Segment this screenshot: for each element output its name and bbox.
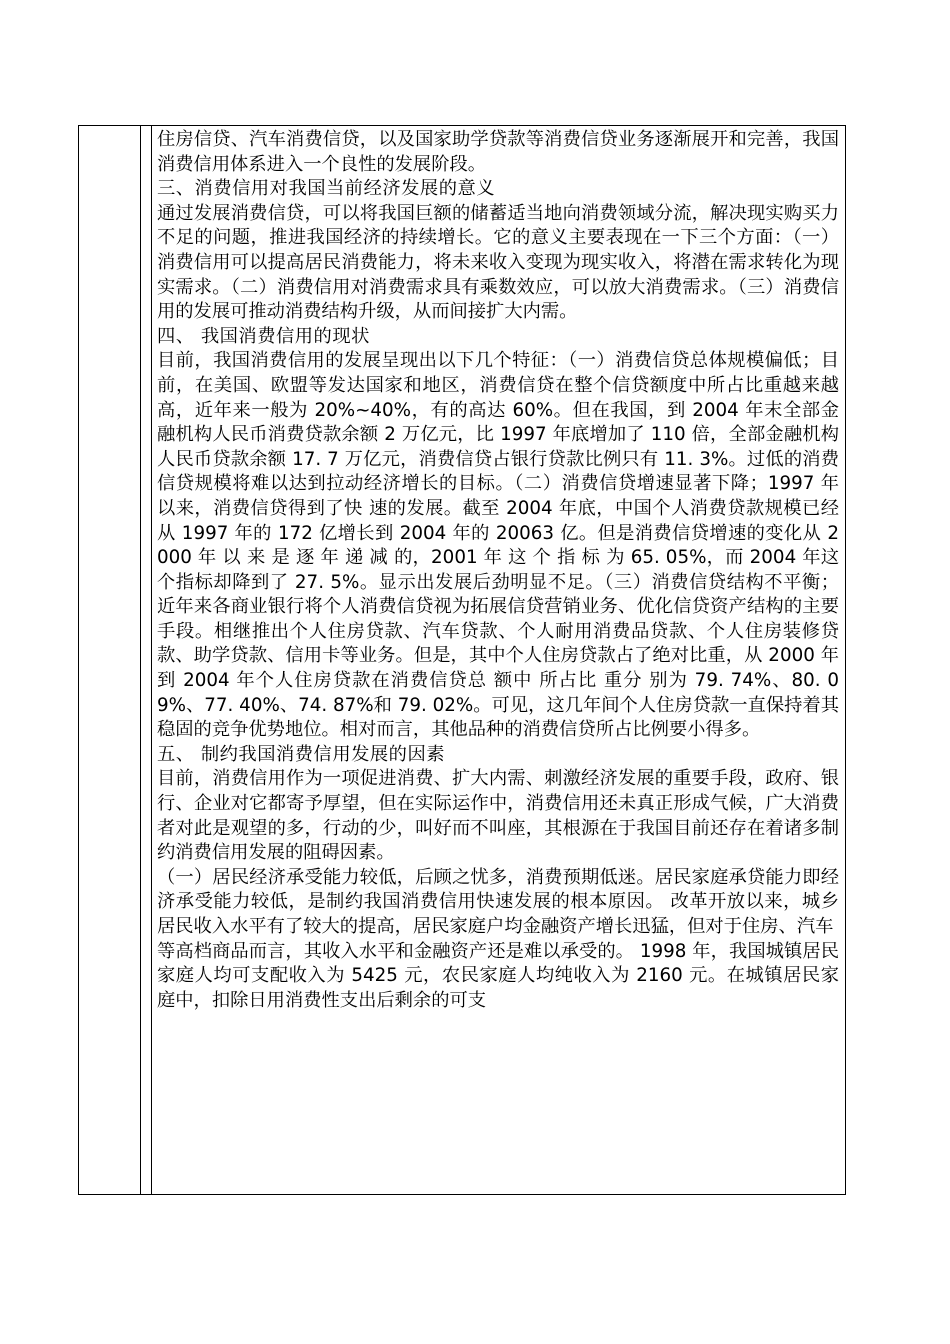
- paragraph: 等高档商品而言，其收入水平和金融资产还是难以承受的。 1998 年，我国城镇居民家庭人均可支配收入为 5425 元，农民家庭人均纯收入为 2160 元。在城镇居民家庭中，扣除日用消费性支出后剩余的可支: [157, 940, 839, 1011]
- table-content-cell: [157, 128, 839, 1013]
- section-heading: 三、消费信用对我国当前经济发展的意义: [157, 178, 496, 200]
- paragraph: 目前，我国消费信用的发展呈现出以下几个特征：（一）消费信贷总体规模偏低；目前，在美国、欧盟等发达国家和地区，消费信贷在整个信贷额度中所占比重越来越高，近年来一般为 20%~40%，有的高达 60%。但在我国，到 2004 年末全部金融机构人民币消费贷款余额 2 万亿元，比 1997 年底增加了 110 倍，全部金融机构人民币贷款余额 17. 7 万亿元，消费信贷占银行贷款比例只有 11. 3%。过低的消费信贷规模将难以达到拉动经济增长的目标。（二）消费信贷增速显著下降；1997 年以来，消费信贷得到了快 速的发展。截至 2004 年底，中国个人消费贷款规模已经从 1997 年的 172 亿增长到 2004 年的 20063 亿。但是消费信贷增速的变化从 2000 年 以 来 是 逐 年 递 减 的，2001 年 这 个 指 标 为 65. 05%，而 2004 年这个指标却降到了 27. 5%。显示出发展后劲明显不足。（三）消费信贷结构不平衡；近年来各商业银行将个人消费信贷视为拓展信贷营销业务、优化信贷资产结构的主要手段。相继推出个人住房贷款、汽车贷款、个人耐用消费品贷款、个人住房装修贷款、助学贷款、信用卡等业务。但是，其中个人住房贷款占了绝对比重，从 2000 年到 2004 年个人住房贷款在消费信贷总 额中 所占比 重分 别为 79. 74%、80. 09%、77. 40%、74. 87%和 79. 02%。可见，这几年间个人住房贷款一直保持着其稳固的竞争优势地位。相对而言，其他品种的消费信贷所占比例要小得多。: [157, 350, 839, 741]
- form-table: [78, 125, 846, 1195]
- table-column-divider: [151, 126, 152, 1194]
- paragraph: 通过发展消费信贷，可以将我国巨额的储蓄适当地向消费领域分流，解决现实购买力不足的问题，推进我国经济的持续增长。它的意义主要表现在一下三个方面：（一）消费信用可以提高居民消费能力，将未来收入变现为现实收入，将潜在需求转化为现实需求。（二）消费信用对消费需求具有乘数效应，可以放大消费需求。（三）消费信用的发展可推动消费结构升级，从而间接扩大内需。: [157, 202, 839, 323]
- paragraph: （一）居民经济承受能力较低，后顾之忧多，消费预期低迷。居民家庭承贷能力即经济承受能力较低，是制约我国消费信用快速发展的根本原因。 改革开放以来，城乡居民收入水平有了较大的提高，居民家庭户均金融资产增长迅猛，但对于住房、汽车: [157, 866, 839, 937]
- section-heading: 五、 制约我国消费信用发展的因素: [157, 743, 446, 765]
- paragraph: 目前，消费信用作为一项促进消费、扩大内需、刺激经济发展的重要手段，政府、银行、企业对它都寄予厚望，但在实际运作中，消费信用还未真正形成气候，广大消费者对此是观望的多，行动的少，叫好而不叫座，其根源在于我国目前还存在着诸多制约消费信用发展的阻碍因素。: [157, 768, 839, 864]
- paragraph: 住房信贷、汽车消费信贷，以及国家助学贷款等消费信贷业务逐渐展开和完善，我国消费信用体系进入一个良性的发展阶段。: [157, 129, 839, 175]
- section-heading: 四、 我国消费信用的现状: [157, 325, 370, 347]
- table-column-divider: [140, 126, 141, 1194]
